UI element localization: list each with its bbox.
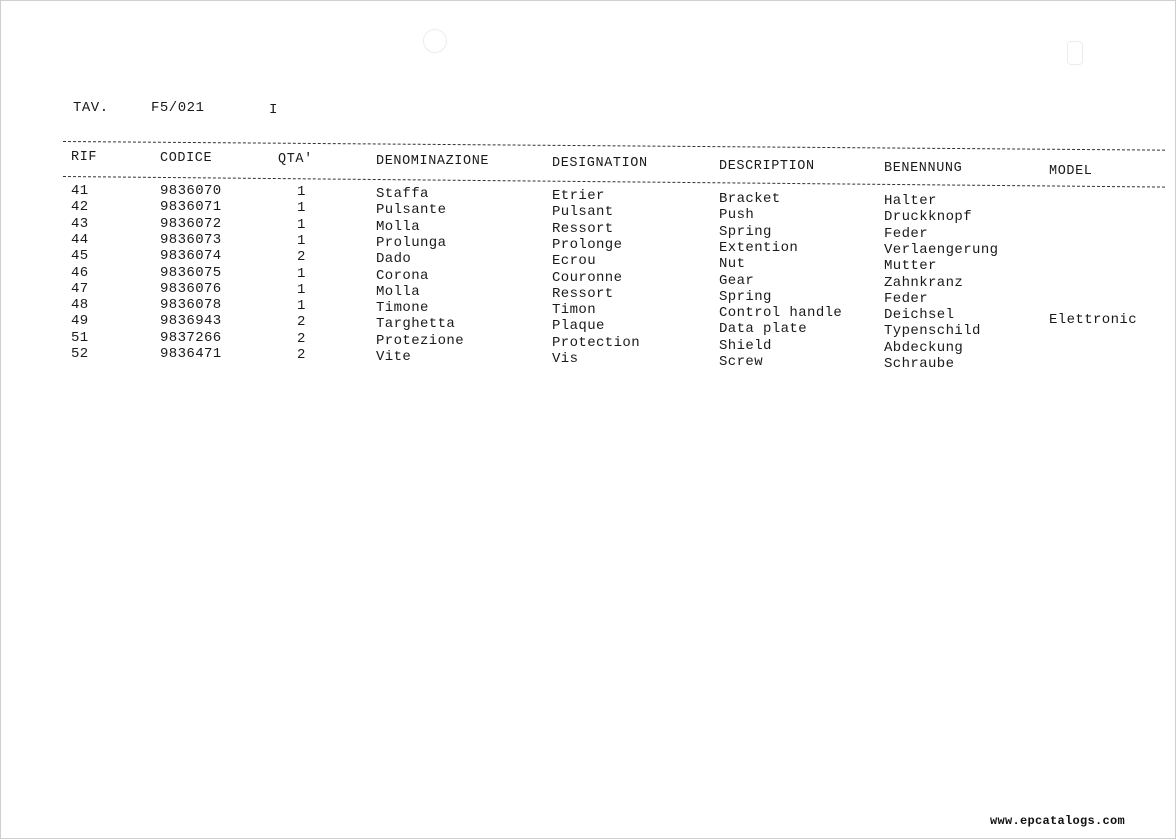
cell-benennung: Druckknopf — [884, 209, 973, 226]
cell-benennung: Halter — [884, 193, 937, 209]
cell-designation: Vis — [552, 351, 579, 367]
cell-benennung: Feder — [884, 290, 929, 307]
cell-codice: 9836075 — [160, 264, 222, 281]
cell-denominazione: Staffa — [376, 186, 429, 202]
cell-denominazione: Protezione — [376, 332, 465, 349]
cell-denominazione: Vite — [376, 349, 412, 365]
cell-rif: 41 — [71, 183, 89, 199]
cell-rif: 45 — [71, 248, 89, 265]
cell-benennung: Typenschild — [884, 323, 981, 340]
cell-description: Nut — [719, 256, 746, 273]
scan-smudge — [1067, 41, 1083, 65]
cell-benennung: Deichsel — [884, 307, 955, 324]
cell-qta: 2 — [297, 347, 306, 363]
cell-description: Screw — [719, 354, 764, 370]
cell-designation: Plaque — [552, 318, 605, 335]
cell-benennung: Schraube — [884, 356, 955, 372]
cell-rif: 44 — [71, 231, 89, 248]
col-rif: RIF — [71, 150, 98, 165]
cell-qta: 1 — [297, 232, 306, 249]
cell-rif: 42 — [71, 199, 89, 216]
cell-designation: Ecrou — [552, 253, 597, 270]
cell-codice: 9836073 — [160, 231, 222, 248]
cell-benennung: Feder — [884, 225, 929, 242]
tav-suffix: I — [269, 102, 278, 118]
col-designation: DESIGNATION — [552, 156, 648, 171]
cell-codice: 9836072 — [160, 215, 222, 232]
col-denominazione: DENOMINAZIONE — [376, 154, 490, 169]
cell-benennung: Mutter — [884, 258, 937, 275]
cell-qta: 1 — [297, 200, 306, 217]
watermark-text: www.epcatalogs.com — [989, 814, 1125, 828]
cell-denominazione: Targhetta — [376, 316, 456, 333]
cell-denominazione: Molla — [376, 283, 421, 300]
cell-rif: 46 — [71, 264, 89, 281]
cell-rif: 47 — [71, 280, 89, 297]
cell-rif: 52 — [71, 346, 89, 362]
cell-description: Shield — [719, 337, 772, 354]
cell-designation: Prolonge — [552, 236, 623, 253]
cell-qta: 1 — [297, 298, 306, 315]
cell-description: Control handle — [719, 305, 843, 322]
cell-qta: 1 — [297, 265, 306, 282]
cell-codice: 9836071 — [160, 199, 222, 216]
cell-designation: Pulsant — [552, 204, 614, 221]
cell-rif: 49 — [71, 313, 89, 330]
cell-qta: 2 — [297, 249, 306, 266]
cell-qta: 1 — [297, 184, 306, 200]
cell-designation: Etrier — [552, 188, 605, 204]
cell-denominazione: Corona — [376, 267, 429, 284]
cell-codice: 9836078 — [160, 297, 222, 314]
cell-model: Elettronic — [1049, 312, 1138, 328]
cell-benennung: Abdeckung — [884, 339, 964, 356]
cell-designation: Couronne — [552, 269, 623, 286]
cell-qta: 2 — [297, 314, 306, 331]
cell-denominazione: Dado — [376, 251, 412, 268]
cell-codice: 9836074 — [160, 248, 222, 265]
cell-benennung: Verlaengerung — [884, 241, 999, 258]
cell-qta: 1 — [297, 216, 306, 233]
col-description: DESCRIPTION — [719, 159, 815, 174]
cell-description: Bracket — [719, 191, 781, 207]
tav-label: TAV. — [73, 100, 109, 116]
tav-value: F5/021 — [151, 100, 205, 116]
cell-qta: 2 — [297, 330, 306, 347]
cell-description: Push — [719, 207, 755, 224]
cell-qta: 1 — [297, 281, 306, 298]
cell-description: Spring — [719, 288, 772, 305]
cell-designation: Timon — [552, 302, 597, 319]
scan-smudge — [423, 29, 447, 53]
cell-rif: 43 — [71, 215, 89, 232]
header-dashed-rule — [63, 176, 1165, 188]
cell-description: Gear — [719, 272, 755, 289]
cell-codice: 9836943 — [160, 313, 222, 330]
cell-rif: 51 — [71, 329, 89, 346]
cell-rif: 48 — [71, 297, 89, 314]
cell-description: Extention — [719, 239, 799, 256]
cell-designation: Ressort — [552, 285, 614, 302]
col-benennung: BENENNUNG — [884, 161, 963, 176]
cell-description: Data plate — [719, 321, 808, 338]
col-codice: CODICE — [160, 151, 213, 166]
cell-denominazione: Pulsante — [376, 202, 447, 219]
cell-denominazione: Timone — [376, 300, 429, 317]
cell-denominazione: Molla — [376, 218, 421, 235]
top-dashed-rule — [63, 141, 1165, 151]
cell-codice: 9836076 — [160, 280, 222, 297]
cell-denominazione: Prolunga — [376, 234, 447, 251]
cell-description: Spring — [719, 223, 772, 240]
cell-codice: 9836471 — [160, 346, 222, 362]
cell-designation: Protection — [552, 334, 641, 351]
cell-codice: 9836070 — [160, 183, 222, 199]
col-qta: QTA' — [278, 152, 313, 167]
cell-benennung: Zahnkranz — [884, 274, 964, 291]
cell-codice: 9837266 — [160, 329, 222, 346]
col-model: MODEL — [1049, 164, 1093, 179]
cell-designation: Ressort — [552, 220, 614, 237]
